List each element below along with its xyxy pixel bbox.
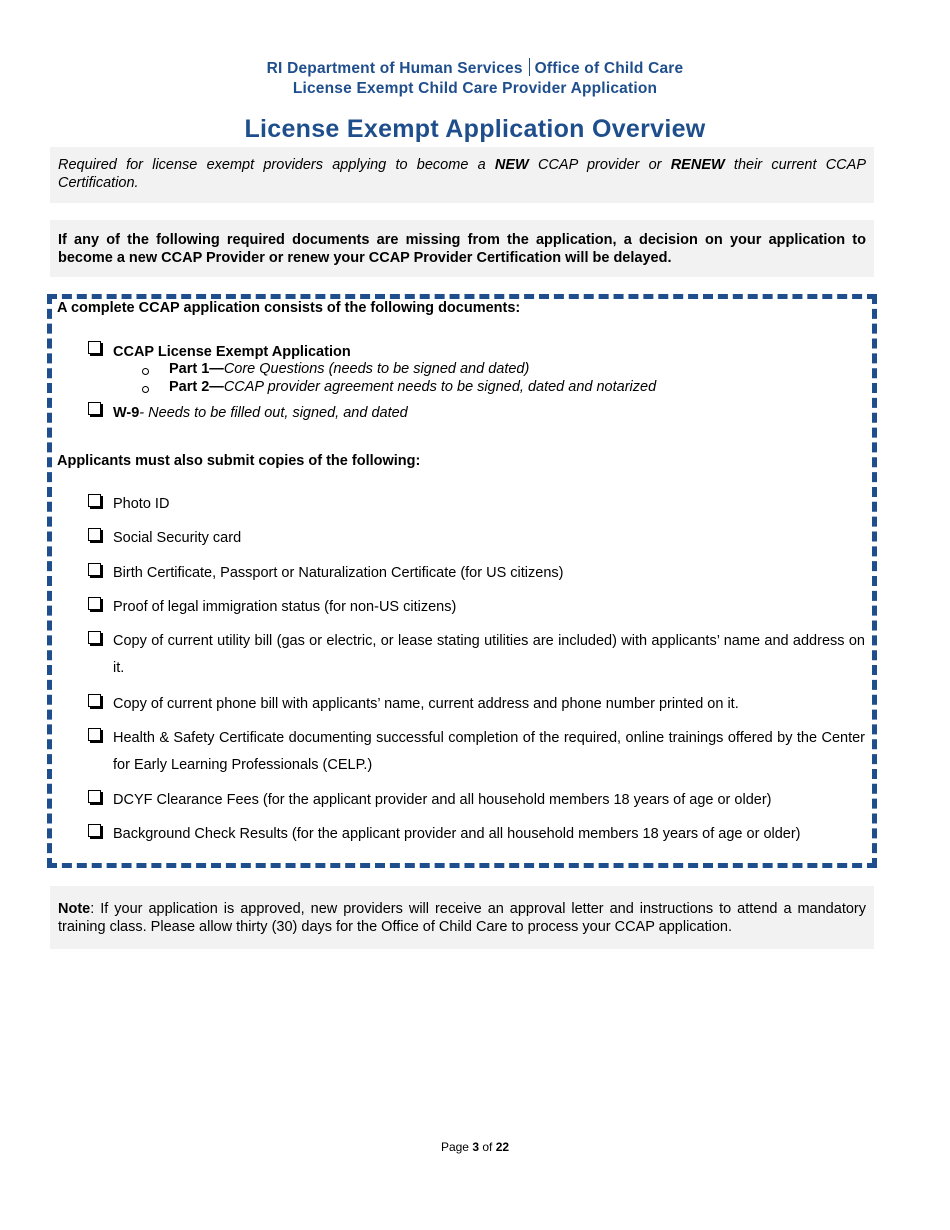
checkbox-dcyf-fees[interactable] bbox=[88, 790, 101, 803]
bullet-circle bbox=[142, 386, 149, 393]
copies-item: Health & Safety Certificate documenting successful completion of the required, online trainings offered by the Center for Early Learning Professionals (CELP.) bbox=[113, 730, 865, 773]
copies-item: Social Security card bbox=[113, 530, 242, 546]
intro-renew: RENEW bbox=[670, 157, 725, 173]
w9-label: W-9 bbox=[113, 405, 140, 421]
intro-text: Required for license exempt providers applying to become a bbox=[58, 157, 495, 173]
part2-text: CCAP provider agreement needs to be signed, dated and notarized bbox=[223, 379, 657, 395]
note-label: Note bbox=[58, 901, 91, 917]
checkbox-birth-certificate[interactable] bbox=[88, 563, 101, 576]
checkbox-phone-bill[interactable] bbox=[88, 694, 101, 707]
header-line bbox=[0, 58, 950, 78]
w9-item bbox=[113, 405, 408, 421]
part1-text: Core Questions (needs to be signed and dated) bbox=[223, 361, 530, 377]
intro-new: NEW bbox=[494, 157, 529, 173]
header-subtitle: License Exempt Child Care Provider Application bbox=[292, 80, 658, 97]
copies-item: Copy of current utility bill (gas or electric, or lease stating utilities are included) with applicants’ name and address on it. bbox=[113, 633, 865, 676]
bullet-circle bbox=[142, 368, 149, 375]
checkbox-utility-bill[interactable] bbox=[88, 631, 101, 644]
note-panel bbox=[50, 886, 874, 949]
checkbox-photo-id[interactable] bbox=[88, 494, 101, 507]
page-footer bbox=[0, 1140, 950, 1154]
intro-panel bbox=[50, 147, 874, 203]
part1-item bbox=[169, 361, 529, 377]
intro-text: their current CCAP Certification. bbox=[58, 157, 866, 191]
warning-panel: If any of the following required documents are missing from the application, a decision on your application to become a new CCAP Provider or renew your CCAP Provider Certification will be delayed. bbox=[50, 220, 874, 277]
copies-item: Background Check Results (for the applicant provider and all household members 18 years of age or older) bbox=[113, 826, 801, 842]
copies-item: DCYF Clearance Fees (for the applicant provider and all household members 18 years of age or older) bbox=[113, 792, 772, 808]
copies-item: Birth Certificate, Passport or Naturalization Certificate (for US citizens) bbox=[113, 565, 564, 581]
w9-text: - Needs to be filled out, signed, and dated bbox=[139, 405, 408, 421]
part2-item bbox=[169, 379, 656, 395]
footer-page-number: 3 bbox=[472, 1140, 479, 1154]
checkbox-background-check[interactable] bbox=[88, 824, 101, 837]
intro-text: CCAP provider or bbox=[528, 157, 671, 173]
footer-of-word: of bbox=[482, 1140, 493, 1154]
part1-label: Part 1— bbox=[169, 361, 224, 377]
department-name: RI Department of Human Services bbox=[266, 60, 523, 77]
part2-label: Part 2— bbox=[169, 379, 224, 395]
checkbox-ccap-application[interactable] bbox=[88, 341, 101, 354]
note-text: : If your application is approved, new providers will receive an approval letter and instructions to attend a mandatory training class. Please allow thirty (30) days for the Office of Child Care to process your CCAP application. bbox=[58, 901, 866, 935]
copies-heading: Applicants must also submit copies of the following: bbox=[57, 453, 421, 469]
checkbox-social-security[interactable] bbox=[88, 528, 101, 541]
checkbox-w9[interactable] bbox=[88, 402, 101, 415]
checkbox-immigration-status[interactable] bbox=[88, 597, 101, 610]
footer-page-word: Page bbox=[440, 1140, 469, 1154]
documents-heading: A complete CCAP application consists of the following documents: bbox=[57, 300, 521, 316]
page-title: License Exempt Application Overview bbox=[244, 115, 706, 143]
office-name: Office of Child Care bbox=[534, 60, 684, 77]
ccap-application-label: CCAP License Exempt Application bbox=[113, 344, 351, 360]
copies-item: Proof of legal immigration status (for non-US citizens) bbox=[113, 599, 457, 615]
footer-total-pages: 22 bbox=[495, 1140, 510, 1154]
copies-item: Copy of current phone bill with applicants’ name, current address and phone number printed on it. bbox=[113, 696, 739, 712]
copies-item: Photo ID bbox=[113, 496, 170, 512]
checkbox-health-safety[interactable] bbox=[88, 728, 101, 741]
header-divider bbox=[529, 58, 530, 76]
